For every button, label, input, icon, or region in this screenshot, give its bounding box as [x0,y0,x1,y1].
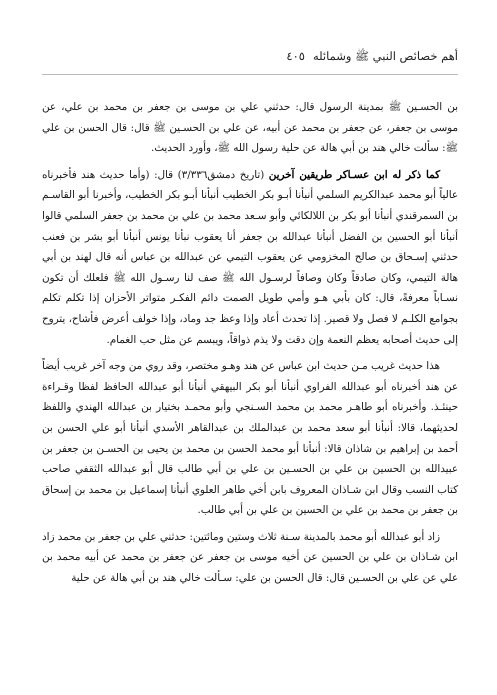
paragraph-3 [42,356,458,521]
page-body [42,97,458,589]
paragraph-2 [42,165,458,350]
book-page [42,46,458,595]
paragraph-3-text: هذا حديث غريب مـن حديث ابن عباس عن هند وهـو مختصر، وقد روي من وجه آخر غريب أيضاً عن هند أخبرناه أبو عبدالله الفراوي أنبأنا أبو بكر البيهقي أنبأنا أبو عبدالله الحافظ لفظا وقـراءة حينئـذ. وأخبرناه أبو طاهـر محمد بن محمد السـنجي وأبو محمـد بختيار بن عبدالله الهندي واللفظ لحديثهما، قالا: أنبأنا أبو سعد محمد بن عبدالملك بن عبدالقاهر الأسدي أنبأنا أبو علي الحسن بن أحمد بن إبراهيم بن شاذان قالا: أنبأنا أبو محمد الحسن بن محمد بن يحيى بن الحسـن بن جعفر بن عبيدالله بن الحسين بن علي بن الحسـين بن علي بن أبي طالب قال أبو عبدالله الثقفي صاحب كتاب النسب وقال ابن شـاذان المعروف بابن أخي طاهر العلوي أنبأنا إسماعيل بن محمد بن إسحاق بن جعفر بن محمد بن علي بن الحسين بن علي بن أبي طالب. [42,360,458,517]
paragraph-4-text: زاد أبو عبدالله أبو محمد بالمدينة سـنة ثلاث وستين ومائتين: حدثني علي بن جعفر بن محمد زاد ابن شـاذان بن علي بن الحسين عن أخيه موسى بن جعفر عن جعفر بن محمد عن أبيه محمد بن علي عن علي بن الحسـين قال: قال الحسن بن علي: سـألت خالي هند بن أبي هالة عن حلية [42,530,458,585]
page-number: ٤٠٥ [286,49,305,63]
running-title: أهم خصائص النبي ﷺ وشمائله [312,49,458,63]
paragraph-4 [42,527,458,589]
paragraph-2-text: (تاريخ دمشق٣/٣٣٦) قال: (وأما حديث هند فأخبرناه عالياً أبو محمد عبدالكريم السلمي أنبأنا أبـو بكر الخطيب أنبأنا أبـو بكر الخطيب، وأخبرنا أبو القاسـم بن السمرقندي أنبأنا أبو بكر بن اللالكائي وأبو سـعد محمد بن علي بن محمد بن جعفر السلمي قالوا أنبأنا أبو الحسين بن الفضل أنبأنا عبدالله بن جعفر أنا يعقوب نبأنا يونس أنبأنا أبو بشر بن فعنب حدثني إسـحاق بن صالح المخزومي عن يعقوب التيمي عن عبدالله بن عباس أنه قال لهند بن أبي هالة التيمي، وكان صادقاً وكان وصافاً لرسـول الله ﷺ صف لنا رسـول الله ﷺ فلعلك أن تكون نسـاباً معرفةً، قال: كان بأبي هـو وأمي طويل الصمت دائم الفكـر متواتر الأحزان إذا تكلم تكلم بجوامع الكلـم لا فصل ولا قصير. إذا تحدث أعاد وإذا وعظ جد وماد، وإذا خولف أعرض فأشاح، يتروح إلى حديث أصحابه يعظم النعمة وإن دقت ولا يذم ذواقاً، ويبسم عن مثل حب الغمام. [42,168,458,346]
page-header [42,46,458,75]
paragraph-1 [42,97,458,159]
paragraph-1-text: بن الحسـين ﷺ بمدينة الرسول قال: حدثني علي بن موسى بن جعفر بن محمد بن علي، عن موسى بن جعفر، عن جعفر بن محمد عن أبيه، عن علي بن الحسـين ﷺ قال: قال الحسن بن علي ﷺ: سألت خالي هند بن أبي هالة عن حلية رسول الله ﷺ، وأورد الحديث. [42,101,458,155]
paragraph-2-heading: كما ذكر له ابن عسـاكر طريقين آخرين [268,168,441,181]
